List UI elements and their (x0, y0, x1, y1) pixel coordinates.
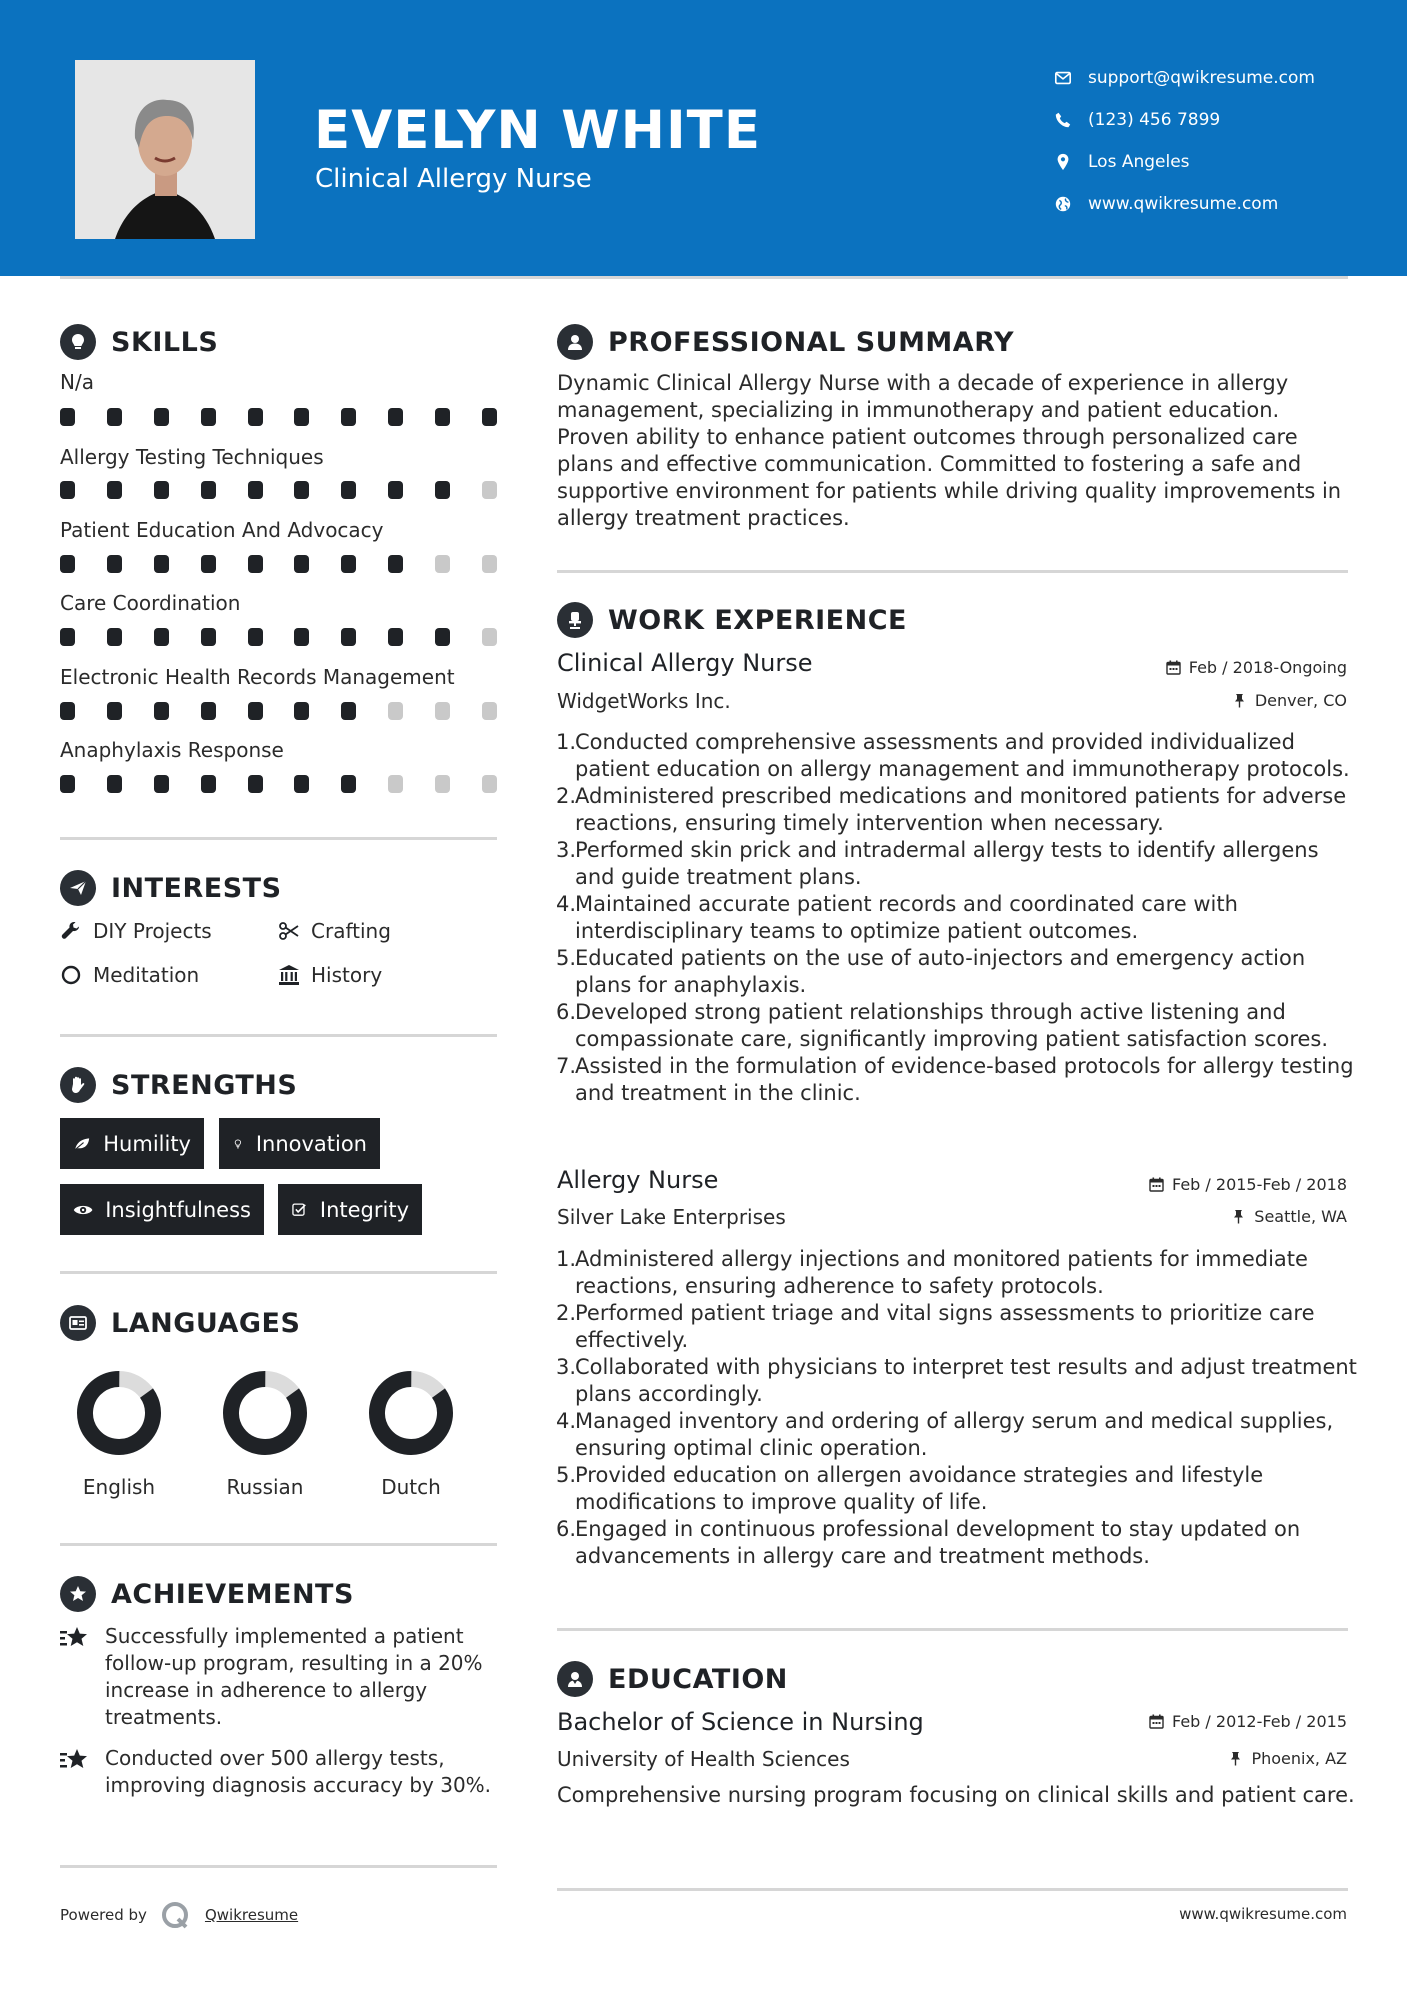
languages-heading (60, 1305, 300, 1341)
interests-title: INTERESTS (111, 872, 282, 904)
strength-tag (219, 1118, 380, 1169)
hand-icon (60, 1067, 96, 1103)
lightbulb-icon (60, 324, 96, 360)
header-banner (0, 0, 1407, 276)
summary-text: Dynamic Clinical Allergy Nurse with a decade of experience in allergy management, specializing in immunotherapy and patient education. Proven ability to enhance patient outcomes through personalized care plans and effective communication. Committed to fostering a safe and supportive environment for patients while driving quality improvements in allergy treatment practices. (557, 371, 1342, 530)
rating-dot-empty (388, 702, 403, 720)
language-donut (368, 1370, 454, 1456)
language-donut (222, 1370, 308, 1456)
interest-item (278, 963, 382, 987)
rating-dot-filled (388, 628, 403, 646)
rating-dot-filled (248, 628, 263, 646)
rating-dot-filled (248, 702, 263, 720)
contact-email[interactable] (1054, 57, 1315, 99)
job-location-text: Denver, CO (1254, 691, 1347, 710)
language-item (205, 1370, 325, 1499)
experience-heading (557, 602, 907, 638)
job-title: Allergy Nurse (557, 1166, 719, 1194)
skill-name: Care Coordination (60, 591, 241, 615)
skill-name: Electronic Health Records Management (60, 665, 455, 689)
education-location (1228, 1749, 1347, 1768)
header-divider (60, 276, 1348, 279)
job-dates-text: Feb / 2015-Feb / 2018 (1172, 1175, 1347, 1194)
achievement-item (60, 1623, 500, 1731)
rating-dot-filled (294, 555, 309, 573)
rating-dot-empty (482, 775, 497, 793)
skill-rating (60, 702, 497, 720)
interest-label: History (311, 963, 383, 987)
rating-dot-filled (107, 481, 122, 499)
education-degree: Bachelor of Science in Nursing (557, 1708, 924, 1736)
skill-rating (60, 481, 497, 499)
languages-title: LANGUAGES (111, 1307, 301, 1339)
rating-dot-filled (388, 555, 403, 573)
strengths-title: STRENGTHS (111, 1069, 298, 1101)
interests-heading (60, 870, 282, 906)
rating-dot-empty (482, 481, 497, 499)
experience-title: WORK EXPERIENCE (608, 604, 907, 636)
rating-dot-filled (60, 775, 75, 793)
rating-dot-filled (60, 408, 75, 426)
rating-dot-filled (201, 702, 216, 720)
responsibility-item: Conducted comprehensive assessments and provided individualized patient education on allergy management and immunotherapy protocols. (575, 730, 1350, 781)
candidate-title: Clinical Allergy Nurse (315, 164, 592, 194)
strengths-heading (60, 1067, 297, 1103)
contact-list (1054, 57, 1315, 225)
rating-dot-filled (341, 702, 356, 720)
location-pin-icon (1054, 153, 1072, 171)
rating-dot-filled (201, 408, 216, 426)
strength-tag (60, 1118, 204, 1169)
strength-tag (278, 1184, 422, 1235)
summary-title: PROFESSIONAL SUMMARY (608, 326, 1015, 358)
rating-dot-filled (294, 628, 309, 646)
rating-dot-empty (482, 628, 497, 646)
calendar-icon (1166, 660, 1181, 675)
job-company: WidgetWorks Inc. (557, 689, 731, 713)
lightbulb-icon (232, 1133, 244, 1155)
star-list-icon (60, 1747, 90, 1775)
rating-dot-filled (294, 775, 309, 793)
rating-dot-empty (388, 775, 403, 793)
education-dates-text: Feb / 2012-Feb / 2015 (1172, 1712, 1347, 1731)
pushpin-icon (1228, 1751, 1243, 1766)
skill-rating (60, 555, 497, 573)
profile-photo (75, 60, 255, 239)
rating-dot-filled (248, 481, 263, 499)
qwikresume-logo-icon (160, 1900, 192, 1930)
rating-dot-empty (435, 555, 450, 573)
rating-dot-filled (154, 628, 169, 646)
education-title: EDUCATION (608, 1663, 788, 1695)
section-divider (557, 570, 1348, 573)
rating-dot-filled (201, 555, 216, 573)
section-divider (60, 1271, 497, 1274)
qwikresume-link[interactable]: Qwikresume (204, 1906, 299, 1924)
rating-dot-filled (107, 775, 122, 793)
contact-website-text: www.qwikresume.com (1088, 194, 1279, 214)
rating-dot-filled (107, 702, 122, 720)
rating-dot-filled (341, 481, 356, 499)
job-responsibilities (557, 1246, 1357, 1570)
briefcase-chair-icon (557, 602, 593, 638)
language-name: English (82, 1475, 156, 1499)
job-title: Clinical Allergy Nurse (557, 649, 813, 677)
language-donut (76, 1370, 162, 1456)
rating-dot-empty (482, 702, 497, 720)
contact-location-text: Los Angeles (1088, 152, 1190, 172)
user-icon (557, 324, 593, 360)
job-dates-text: Feb / 2018-Ongoing (1188, 658, 1347, 677)
rating-dot-filled (248, 408, 263, 426)
id-card-icon (60, 1305, 96, 1341)
bank-icon (278, 964, 300, 986)
responsibility-item: Developed strong patient relationships through active listening and compassionate care, significantly improving patient satisfaction scores. (575, 1000, 1329, 1051)
star-badge-icon (60, 1576, 96, 1612)
calendar-icon (1149, 1177, 1164, 1192)
rating-dot-filled (107, 555, 122, 573)
job-responsibilities (557, 729, 1357, 1107)
rating-dot-filled (341, 775, 356, 793)
rating-dot-filled (482, 408, 497, 426)
responsibility-item: Performed skin prick and intradermal allergy tests to identify allergens and guide treatment plans. (575, 838, 1319, 889)
education-description: Comprehensive nursing program focusing on clinical skills and patient care. (557, 1783, 1355, 1807)
language-item (59, 1370, 179, 1499)
interest-item (278, 919, 391, 943)
achievement-text: Successfully implemented a patient follow-up program, resulting in a 20% increase in adherence to allergy treatments. (105, 1624, 483, 1729)
job-location (1232, 691, 1347, 710)
section-divider (557, 1888, 1348, 1891)
contact-phone-text: (123) 456 7899 (1088, 110, 1221, 130)
education-location-text: Phoenix, AZ (1251, 1749, 1347, 1768)
skill-name: Anaphylaxis Response (60, 738, 284, 762)
section-divider (60, 837, 497, 840)
rating-dot-filled (107, 408, 122, 426)
rating-dot-filled (154, 408, 169, 426)
rating-dot-filled (294, 408, 309, 426)
rating-dot-filled (248, 775, 263, 793)
wrench-icon (60, 920, 82, 942)
summary-heading (557, 324, 1014, 360)
rating-dot-filled (248, 555, 263, 573)
leaf-icon (73, 1133, 91, 1155)
job-location (1231, 1207, 1347, 1226)
rating-dot-filled (201, 628, 216, 646)
rating-dot-filled (388, 408, 403, 426)
rating-dot-filled (294, 702, 309, 720)
rating-dot-filled (341, 628, 356, 646)
achievements-title: ACHIEVEMENTS (111, 1578, 354, 1610)
strength-tag (60, 1184, 264, 1235)
responsibility-item: Administered prescribed medications and monitored patients for adverse reactions, ensuring timely intervention when necessary. (575, 784, 1347, 835)
rating-dot-filled (60, 481, 75, 499)
star-list-icon (60, 1625, 90, 1653)
contact-email-text: support@qwikresume.com (1088, 68, 1315, 88)
strength-label: Humility (103, 1131, 191, 1156)
responsibility-item: Collaborated with physicians to interpret test results and adjust treatment plans accordingly. (575, 1355, 1357, 1406)
responsibility-item: Educated patients on the use of auto-injectors and emergency action plans for anaphylaxis. (575, 946, 1306, 997)
rating-dot-filled (107, 628, 122, 646)
responsibility-item: Assisted in the formulation of evidence-based protocols for allergy testing and treatment in the clinic. (575, 1054, 1354, 1105)
rating-dot-filled (201, 775, 216, 793)
rating-dot-filled (154, 481, 169, 499)
rating-dot-filled (388, 481, 403, 499)
education-school: University of Health Sciences (557, 1747, 850, 1771)
interest-item (60, 919, 212, 943)
interest-label: DIY Projects (93, 919, 212, 943)
skill-rating (60, 408, 497, 426)
circle-icon (60, 964, 82, 986)
job-dates (1149, 1175, 1347, 1194)
phone-icon (1054, 111, 1072, 129)
scissors-icon (278, 920, 300, 942)
language-name: Russian (226, 1475, 304, 1499)
education-dates (1149, 1712, 1347, 1731)
rating-dot-filled (60, 555, 75, 573)
powered-by-text: Powered by (60, 1906, 147, 1924)
rating-dot-filled (60, 628, 75, 646)
contact-website[interactable] (1054, 183, 1315, 225)
rating-dot-filled (154, 555, 169, 573)
contact-location (1054, 141, 1315, 183)
graduate-icon (557, 1661, 593, 1697)
achievement-text: Conducted over 500 allergy tests, improving diagnosis accuracy by 30%. (105, 1746, 492, 1797)
rating-dot-filled (341, 408, 356, 426)
globe-icon (1054, 195, 1072, 213)
rating-dot-filled (435, 628, 450, 646)
footer-website[interactable]: www.qwikresume.com (1179, 1905, 1347, 1923)
rating-dot-empty (435, 702, 450, 720)
section-divider (557, 1628, 1348, 1631)
rating-dot-empty (482, 555, 497, 573)
interest-label: Crafting (311, 919, 391, 943)
eye-icon (73, 1199, 93, 1221)
responsibility-item: Managed inventory and ordering of allergy serum and medical supplies, ensuring optimal clinic operation. (575, 1409, 1334, 1460)
job-company: Silver Lake Enterprises (557, 1205, 786, 1229)
section-divider (60, 1865, 497, 1868)
achievements-heading (60, 1576, 354, 1612)
responsibility-item: Engaged in continuous professional development to stay updated on advancements in allergy care and treatment methods. (575, 1517, 1301, 1568)
strength-label: Integrity (319, 1197, 409, 1222)
rating-dot-filled (154, 775, 169, 793)
powered-by (60, 1900, 298, 1930)
rating-dot-filled (341, 555, 356, 573)
rating-dot-filled (154, 702, 169, 720)
education-heading (557, 1661, 788, 1697)
check-square-icon (291, 1199, 308, 1221)
rating-dot-filled (435, 408, 450, 426)
section-divider (60, 1034, 497, 1037)
pushpin-icon (1231, 1209, 1246, 1224)
skill-name: Patient Education And Advocacy (60, 518, 384, 542)
job-location-text: Seattle, WA (1254, 1207, 1347, 1226)
rating-dot-filled (435, 481, 450, 499)
skill-rating (60, 775, 497, 793)
pushpin-icon (1232, 693, 1247, 708)
rating-dot-filled (201, 481, 216, 499)
achievement-item (60, 1745, 500, 1799)
responsibility-item: Provided education on allergen avoidance strategies and lifestyle modifications to improve quality of life. (575, 1463, 1264, 1514)
rating-dot-empty (435, 775, 450, 793)
section-divider (60, 1543, 497, 1546)
interest-item (60, 963, 199, 987)
responsibility-item: Administered allergy injections and monitored patients for immediate reactions, ensuring adherence to safety protocols. (575, 1247, 1308, 1298)
candidate-name: EVELYN WHITE (314, 100, 762, 161)
paper-plane-icon (60, 870, 96, 906)
skill-rating (60, 628, 497, 646)
rating-dot-filled (294, 481, 309, 499)
job-dates (1166, 658, 1347, 677)
strength-label: Insightfulness (105, 1197, 251, 1222)
language-name: Dutch (381, 1475, 441, 1499)
interest-label: Meditation (93, 963, 200, 987)
skills-title: SKILLS (111, 326, 219, 358)
rating-dot-filled (60, 702, 75, 720)
skill-name: N/a (60, 370, 94, 394)
skill-name: Allergy Testing Techniques (60, 445, 324, 469)
responsibility-item: Maintained accurate patient records and coordinated care with interdisciplinary teams to optimize patient outcomes. (575, 892, 1238, 943)
strength-label: Innovation (255, 1131, 367, 1156)
skills-heading (60, 324, 218, 360)
language-item (351, 1370, 471, 1499)
envelope-icon (1054, 69, 1072, 87)
contact-phone[interactable] (1054, 99, 1315, 141)
responsibility-item: Performed patient triage and vital signs assessments to prioritize care effectively. (575, 1301, 1315, 1352)
calendar-icon (1149, 1714, 1164, 1729)
